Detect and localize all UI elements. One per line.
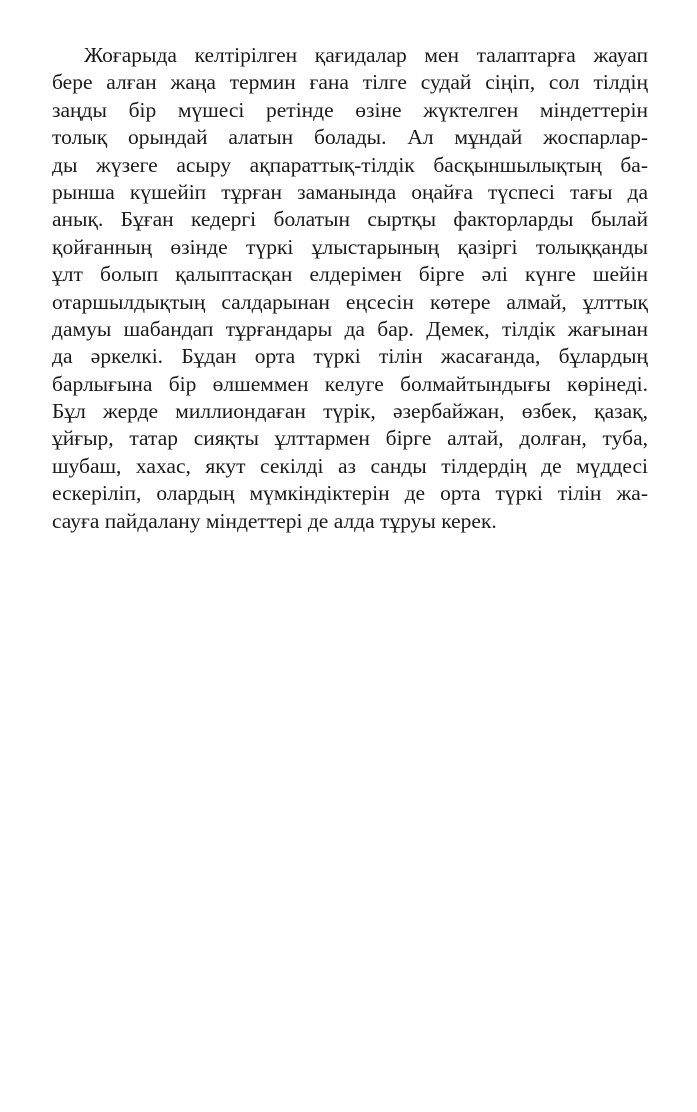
text-line: отаршылдықтың салдарынан еңсесін көтере алмай, ұлттық	[52, 289, 648, 314]
text-line: шубаш, хахас, якут секілді аз санды тілдердің де мүддесі	[52, 453, 648, 478]
text-line: да әркелкі. Бұдан орта түркі тілін жасағанда, бұлардың	[52, 344, 648, 369]
text-line: сауға пайдалану міндеттері де алда тұруы керек.	[52, 508, 497, 533]
text-line: барлығына бір өлшеммен келуге болмайтындығы көрінеді.	[52, 371, 648, 396]
text-line: ды жүзеге асыру ақпараттық-тілдік басқыншылықтың ба-	[52, 152, 648, 177]
text-line: заңды бір мүшесі ретінде өзіне жүктелген міндеттерін	[52, 97, 648, 122]
text-line: Бұл жерде миллиондаған түрік, әзербайжан, өзбек, қазақ,	[52, 399, 648, 424]
body-paragraph	[52, 42, 648, 535]
text-line: Жоғарыда келтірілген қағидалар мен талаптарға жауап	[84, 43, 648, 67]
text-line: дамуы шабандап тұрғандары да бар. Демек, тілдік жағынан	[52, 316, 648, 341]
text-line: қойғанның өзінде түркі ұлыстарының қазіргі толыққанды	[52, 234, 648, 259]
text-line: рынша күшейіп тұрған заманында оңайға түспесі тағы да	[52, 179, 648, 204]
text-line: ұлт болып қалыптасқан елдерімен бірге әлі күнге шейін	[52, 262, 648, 287]
text-line: ескеріліп, олардың мүмкіндіктерін де орта түркі тілін жа-	[52, 481, 648, 506]
text-line: ұйғыр, татар сияқты ұлттармен бірге алтай, долған, туба,	[52, 426, 648, 451]
text-line: толық орындай алатын болады. Ал мұндай жоспарлар-	[52, 125, 648, 150]
text-line: бере алған жаңа термин ғана тілге судай сіңіп, сол тілдің	[52, 70, 648, 95]
text-line: анық. Бұған кедергі болатын сыртқы факторларды былай	[52, 207, 648, 232]
